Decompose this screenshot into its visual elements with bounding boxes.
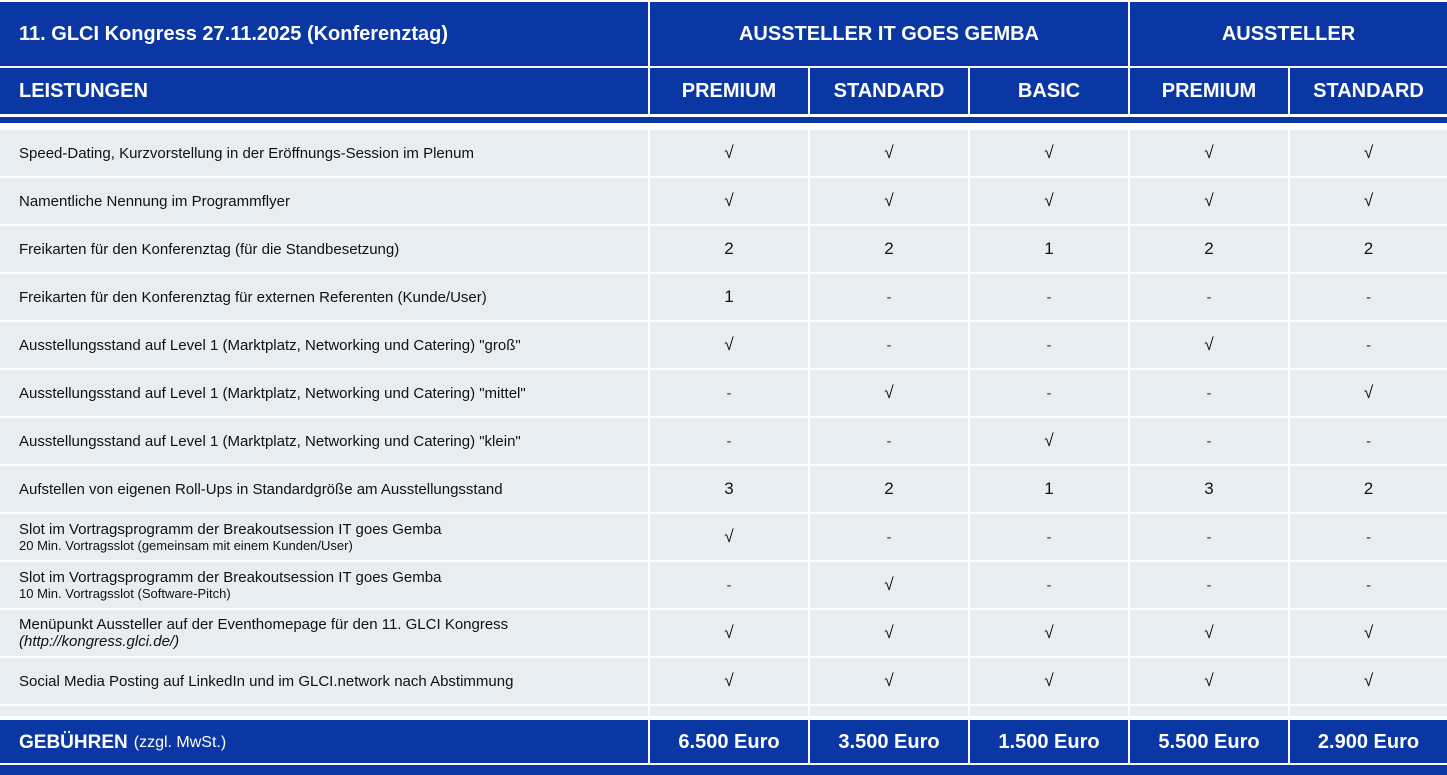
- table-cell: 3: [650, 466, 808, 512]
- bottom-bar: [0, 765, 1447, 775]
- row-label: [0, 466, 648, 512]
- table-cell: 1: [650, 274, 808, 320]
- table-cell: √: [1130, 130, 1288, 176]
- row-label: [0, 274, 648, 320]
- table-cell: √: [970, 418, 1128, 464]
- table-cell: √: [970, 178, 1128, 224]
- row-label: [0, 322, 648, 368]
- row-label-main: Slot im Vortragsprogramm der Breakoutsession IT goes Gemba: [19, 521, 442, 538]
- table-cell: -: [970, 562, 1128, 608]
- group-header-aussteller: AUSSTELLER: [1130, 2, 1447, 66]
- row-label: [0, 514, 648, 560]
- table-cell: √: [650, 610, 808, 656]
- table-cell: √: [970, 610, 1128, 656]
- table-cell: 2: [810, 226, 968, 272]
- table-cell: -: [810, 322, 968, 368]
- table-title: 11. GLCI Kongress 27.11.2025 (Konferenztag): [0, 2, 648, 66]
- row-label-sub: 20 Min. Vortragsslot (gemeinsam mit einem Kunden/User): [19, 538, 353, 553]
- table-cell: -: [970, 274, 1128, 320]
- table-cell: -: [1130, 370, 1288, 416]
- table-cell: -: [1290, 274, 1447, 320]
- table-cell: 2: [1290, 466, 1447, 512]
- row-label: [0, 562, 648, 608]
- row-filler: [810, 706, 968, 716]
- row-label-main: Aufstellen von eigenen Roll-Ups in Standardgröße am Ausstellungsstand: [19, 480, 503, 498]
- table-cell: √: [810, 370, 968, 416]
- fee-value: 3.500 Euro: [810, 720, 968, 765]
- row-filler: [0, 706, 648, 716]
- table-cell: -: [650, 562, 808, 608]
- row-label: [0, 130, 648, 176]
- fee-value: 1.500 Euro: [970, 720, 1128, 765]
- row-filler: [650, 706, 808, 716]
- row-filler: [970, 706, 1128, 716]
- fee-value: 2.900 Euro: [1290, 720, 1447, 765]
- row-label-main: Freikarten für den Konferenztag für externen Referenten (Kunde/User): [19, 288, 487, 306]
- column-header-tier: PREMIUM: [650, 68, 808, 114]
- table-cell: 1: [970, 466, 1128, 512]
- table-cell: √: [1130, 610, 1288, 656]
- row-label-main: Menüpunkt Aussteller auf der Eventhomepage für den 11. GLCI Kongress: [19, 616, 509, 633]
- row-filler: [1290, 706, 1447, 716]
- row-label-main: Speed-Dating, Kurzvorstellung in der Eröffnungs-Session im Plenum: [19, 144, 474, 162]
- table-cell: 1: [970, 226, 1128, 272]
- table-cell: 2: [810, 466, 968, 512]
- table-cell: √: [650, 514, 808, 560]
- table-cell: √: [810, 610, 968, 656]
- row-label: [0, 610, 648, 656]
- table-cell: 3: [1130, 466, 1288, 512]
- row-label-main: Social Media Posting auf LinkedIn und im GLCI.network nach Abstimmung: [19, 672, 514, 690]
- table-cell: -: [810, 274, 968, 320]
- row-label-main: Ausstellungsstand auf Level 1 (Marktplatz, Networking und Catering) "groß": [19, 336, 521, 354]
- table-cell: -: [1130, 274, 1288, 320]
- divider: [0, 123, 1447, 130]
- table-cell: 2: [1290, 226, 1447, 272]
- table-cell: 2: [650, 226, 808, 272]
- row-label-main: Freikarten für den Konferenztag (für die Standbesetzung): [19, 240, 400, 258]
- table-cell: √: [810, 562, 968, 608]
- table-cell: √: [1290, 610, 1447, 656]
- row-filler: [1130, 706, 1288, 716]
- column-header-tier: PREMIUM: [1130, 68, 1288, 114]
- table-cell: √: [1290, 130, 1447, 176]
- row-label-main: Slot im Vortragsprogramm der Breakoutsession IT goes Gemba: [19, 569, 442, 586]
- table-cell: √: [1290, 370, 1447, 416]
- column-header-leistungen: LEISTUNGEN: [0, 68, 648, 114]
- table-cell: √: [1290, 658, 1447, 704]
- table-cell: -: [650, 418, 808, 464]
- table-cell: -: [970, 370, 1128, 416]
- table-cell: -: [1290, 418, 1447, 464]
- table-cell: -: [1290, 562, 1447, 608]
- row-label-main: Ausstellungsstand auf Level 1 (Marktplatz, Networking und Catering) "klein": [19, 432, 521, 450]
- table-cell: √: [650, 178, 808, 224]
- row-label: [0, 658, 648, 704]
- row-label-wrapper: [19, 616, 508, 650]
- table-cell: 2: [1130, 226, 1288, 272]
- row-label: [0, 226, 648, 272]
- table-cell: -: [1130, 562, 1288, 608]
- row-label-main: Namentliche Nennung im Programmflyer: [19, 192, 290, 210]
- table-cell: √: [810, 130, 968, 176]
- table-cell: √: [650, 658, 808, 704]
- fees-title: GEBÜHREN: [19, 731, 128, 753]
- fee-value: 5.500 Euro: [1130, 720, 1288, 765]
- divider: [0, 716, 1447, 718]
- row-label: [0, 178, 648, 224]
- table-cell: √: [650, 130, 808, 176]
- table-cell: √: [810, 178, 968, 224]
- table-cell: -: [1130, 514, 1288, 560]
- table-cell: √: [1290, 178, 1447, 224]
- row-label: [0, 418, 648, 464]
- group-header-it-goes-gemba: AUSSTELLER IT GOES GEMBA: [650, 2, 1128, 66]
- row-label-sub: 10 Min. Vortragsslot (Software-Pitch): [19, 586, 231, 601]
- table-cell: √: [1130, 178, 1288, 224]
- column-header-tier: STANDARD: [810, 68, 968, 114]
- fee-value: 6.500 Euro: [650, 720, 808, 765]
- table-cell: -: [970, 514, 1128, 560]
- table-cell: √: [1130, 658, 1288, 704]
- fees-label: [0, 720, 648, 765]
- table-cell: √: [650, 322, 808, 368]
- table-cell: -: [1290, 322, 1447, 368]
- table-cell: -: [1130, 418, 1288, 464]
- fees-note: (zzgl. MwSt.): [133, 733, 227, 751]
- row-label-sub: (http://kongress.glci.de/): [19, 633, 180, 650]
- table-cell: -: [810, 514, 968, 560]
- column-header-tier: BASIC: [970, 68, 1128, 114]
- table-cell: -: [1290, 514, 1447, 560]
- table-cell: -: [810, 418, 968, 464]
- row-label-wrapper: [19, 521, 441, 553]
- table-cell: -: [970, 322, 1128, 368]
- row-label-wrapper: [19, 569, 441, 601]
- table-cell: √: [810, 658, 968, 704]
- row-label-main: Ausstellungsstand auf Level 1 (Marktplatz, Networking und Catering) "mittel": [19, 384, 526, 402]
- column-header-tier: STANDARD: [1290, 68, 1447, 114]
- table-cell: √: [970, 658, 1128, 704]
- row-label: [0, 370, 648, 416]
- table-cell: -: [650, 370, 808, 416]
- table-cell: √: [970, 130, 1128, 176]
- table-cell: √: [1130, 322, 1288, 368]
